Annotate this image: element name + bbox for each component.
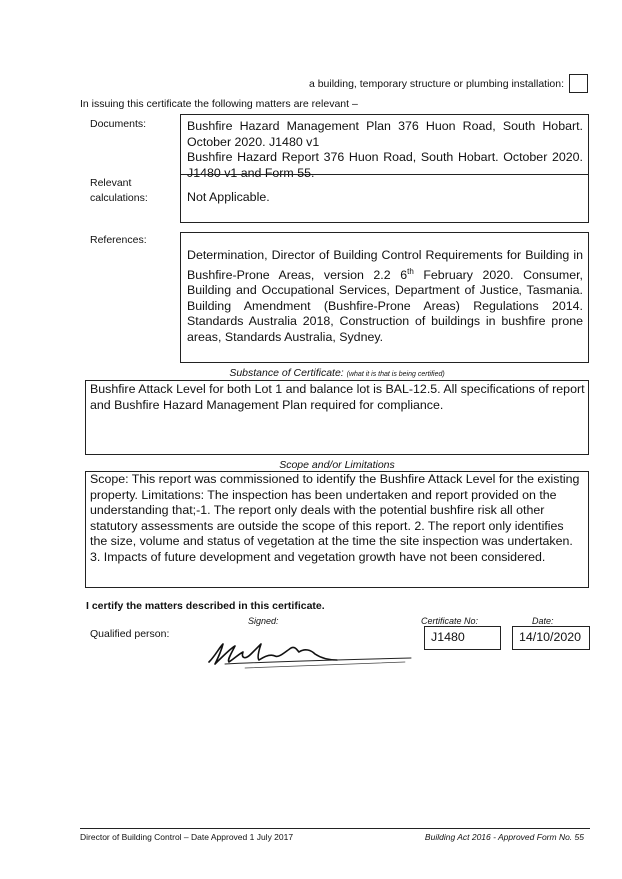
- scope-caption: Scope and/or Limitations: [279, 459, 395, 471]
- substance-caption-title: Substance of Certificate:: [229, 367, 344, 379]
- references-text: [187, 248, 583, 345]
- documents-line-2: Bushfire Hazard Report 376 Huon Road, South Hobart. October 2020. J1480 v1 and Form 55.: [187, 150, 583, 180]
- date-field[interactable]: 14/10/2020: [512, 626, 590, 650]
- certificate-no-field[interactable]: J1480: [424, 626, 501, 650]
- references-label: References:: [90, 234, 147, 246]
- references-superscript: th: [407, 266, 414, 276]
- substance-text: Bushfire Attack Level for both Lot 1 and balance lot is BAL-12.5. All specifications of report and Bushfire Hazard Management Plan required for compliance.: [90, 382, 585, 412]
- signed-label: Signed:: [248, 616, 279, 626]
- relevant-calculations-label: Relevant calculations:: [90, 177, 148, 204]
- qualified-person-label: Qualified person:: [90, 628, 170, 640]
- references-text-end: February 2020. Consumer, Building and Occupational Services, Department of Justice, Tasmania. Building Amendment (Bushfire-Prone Areas) Regulations 2014. Standards Australia 2018, Construction of buildings in bushfire prone areas, Standards Australia, Sydney.: [187, 267, 583, 344]
- installation-label: a building, temporary structure or plumbing installation:: [308, 78, 564, 90]
- substance-caption-note: (what it is that is being certified): [346, 371, 445, 378]
- date-label: Date:: [532, 616, 554, 626]
- scope-text: Scope: This report was commissioned to identify the Bushfire Attack Level for the existing property. Limitations: The inspection has been undertaken and report provided on the understanding that;-1. The report only deals with the potential bushfire risk all other statutory assessments are outside the scope of this report. 2. The report only identifies the size, volume and status of vegetation at the time the site inspection was undertaken. 3. Impacts of future development and vegetation growth have not been considered.: [90, 472, 580, 564]
- installation-checkbox[interactable]: [569, 74, 588, 93]
- footer-rule: [80, 828, 590, 829]
- footer-left-text: Director of Building Control – Date Approved 1 July 2017: [80, 832, 294, 842]
- intro-text: In issuing this certificate the following matters are relevant –: [80, 98, 358, 110]
- certificate-no-label: Certificate No:: [421, 616, 479, 626]
- documents-divider: [180, 174, 589, 175]
- substance-caption: [85, 367, 589, 379]
- relevant-calculations-value: Not Applicable.: [187, 190, 270, 204]
- documents-line-1: Bushfire Hazard Management Plan 376 Huon Road, South Hobart. October 2020. J1480 v1: [187, 119, 583, 149]
- certify-statement: I certify the matters described in this certificate.: [86, 600, 325, 612]
- references-text-start: Determination, Director of Building Control Requirements for Building in Bushfire-Prone Areas, version 2.2 6: [187, 248, 583, 282]
- signature-image: [205, 638, 415, 678]
- footer-right-text: Building Act 2016 - Approved Form No. 55: [424, 832, 584, 842]
- documents-label: Documents:: [90, 118, 147, 130]
